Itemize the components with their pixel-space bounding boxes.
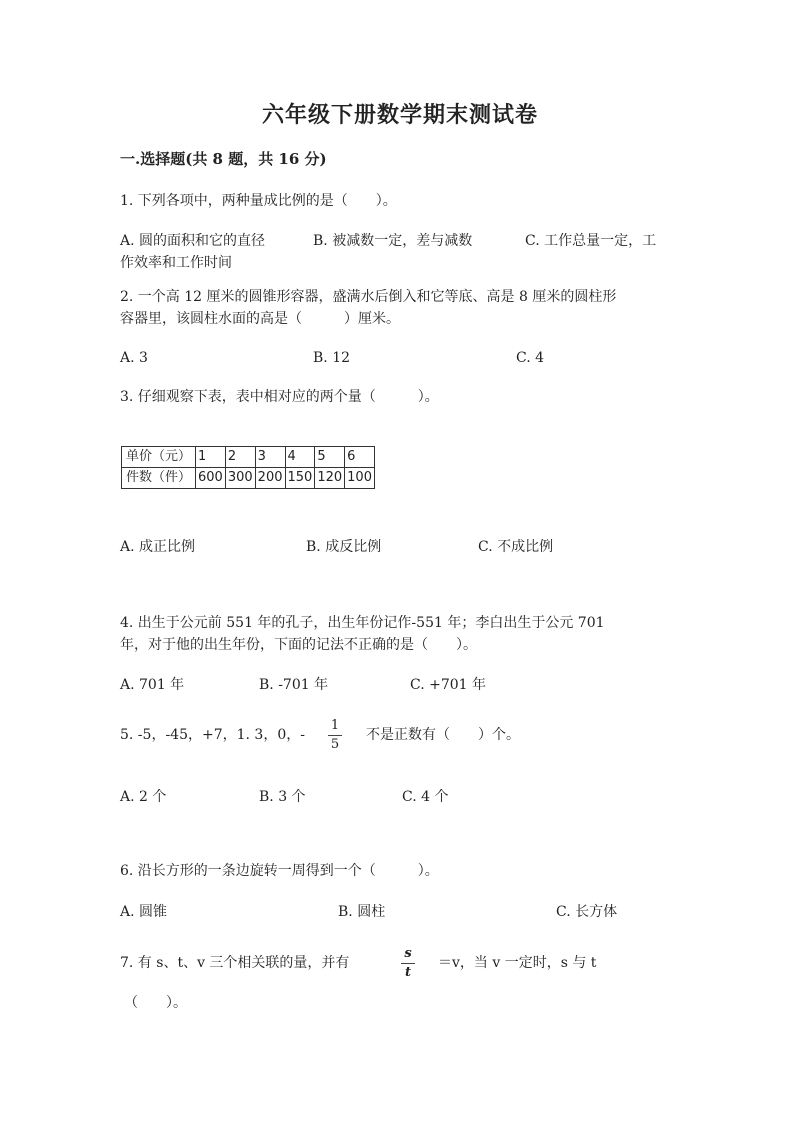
question-5-prefix: 5. -5，-45，+7，1. 3，0，- [120,727,305,743]
fraction-numerator: s [404,946,412,961]
question-4-option-c[interactable]: C. +701 年 [410,677,487,693]
section-heading: 一.选择题(共 8 题，共 16 分) [120,150,327,168]
table-cell: 6 [345,447,375,468]
question-7-line-2: （ ）。 [124,995,187,1011]
table-row [122,468,375,489]
fraction-denominator: 5 [330,737,340,752]
fraction-numerator: 1 [330,718,340,733]
table-cell: 120 [315,468,345,489]
page-title: 六年级下册数学期末测试卷 [261,102,538,128]
question-5-suffix: 不是正数有（ ）个。 [366,727,520,743]
table-cell: 300 [225,468,255,489]
table-cell: 2 [225,447,255,468]
question-4-option-a[interactable]: A. 701 年 [120,677,185,693]
question-2-line-1: 2. 一个高 12 厘米的圆锥形容器，盛满水后倒入和它等底、高是 8 厘米的圆柱形 [120,289,617,305]
price-quantity-table [121,446,375,489]
table-cell: 1 [196,447,226,468]
fraction-bar [328,735,342,736]
table-cell: 4 [285,447,315,468]
question-1-option-a[interactable]: A. 圆的面积和它的直径 [120,233,266,249]
question-5-option-a[interactable]: A. 2 个 [120,789,167,805]
question-5-option-b[interactable]: B. 3 个 [259,789,306,805]
fraction-denominator: t [404,965,411,980]
question-2-option-c[interactable]: C. 4 [516,350,545,366]
table-cell: 600 [196,468,226,489]
question-1-text: 1. 下列各项中，两种量成比例的是（ ）。 [120,193,397,209]
fraction-one-fifth [328,718,342,753]
question-6-option-b[interactable]: B. 圆柱 [338,904,386,920]
question-2-option-a[interactable]: A. 3 [120,350,148,366]
question-3-text: 3. 仔细观察下表，表中相对应的两个量（ ）。 [120,389,439,405]
question-6-option-c[interactable]: C. 长方体 [556,904,618,920]
table-row [122,447,375,468]
fraction-bar [401,963,415,964]
table-cell: 件数（件） [122,468,196,489]
question-2-option-b[interactable]: B. 12 [313,350,351,366]
table-cell: 3 [255,447,285,468]
question-7-prefix: 7. 有 s、t、v 三个相关联的量，并有 [120,955,350,971]
question-6-option-a[interactable]: A. 圆锥 [120,904,168,920]
question-6-text: 6. 沿长方形的一条边旋转一周得到一个（ ）。 [120,863,439,879]
question-4-line-2: 年，对于他的出生年份，下面的记法不正确的是（ ）。 [120,637,477,653]
question-1-option-c[interactable]: C. 工作总量一定，工 [525,233,657,249]
question-7-suffix: ＝v，当 v 一定时，s 与 t [438,955,597,971]
question-2-line-2: 容器里，该圆柱水面的高是（ ）厘米。 [120,311,400,327]
question-3-option-c[interactable]: C. 不成比例 [478,539,554,555]
question-5-option-c[interactable]: C. 4 个 [402,789,449,805]
table-cell: 200 [255,468,285,489]
question-1-option-b[interactable]: B. 被减数一定，差与减数 [313,233,473,249]
question-3-option-b[interactable]: B. 成反比例 [306,539,382,555]
question-4-line-1: 4. 出生于公元前 551 年的孔子，出生年份记作-551 年；李白出生于公元 701 [120,615,605,631]
table-cell: 100 [345,468,375,489]
table-cell: 5 [315,447,345,468]
question-3-option-a[interactable]: A. 成正比例 [120,539,196,555]
question-1-option-c-continued: 作效率和工作时间 [120,255,232,271]
fraction-s-over-t [401,946,415,981]
table-cell: 单价（元） [122,447,196,468]
question-4-option-b[interactable]: B. -701 年 [259,677,329,693]
table-cell: 150 [285,468,315,489]
